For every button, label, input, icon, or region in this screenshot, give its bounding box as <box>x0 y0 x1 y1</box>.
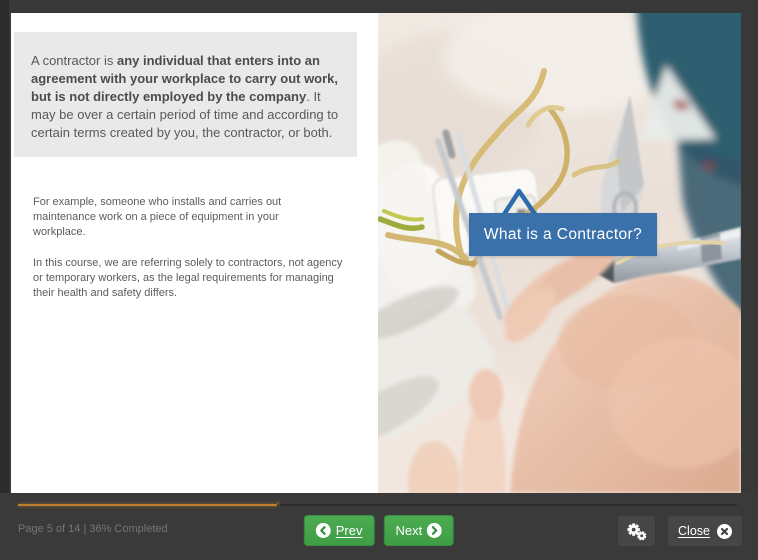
settings-button[interactable] <box>618 516 655 546</box>
prev-button-label: Prev <box>335 523 363 538</box>
arrow-circle-left-icon <box>316 523 331 538</box>
next-button[interactable] <box>384 515 455 546</box>
progress-bar-fill <box>18 504 277 506</box>
footer-bar <box>0 493 758 560</box>
slide-photo-electrician <box>378 13 741 493</box>
example-paragraph: For example, someone who installs and carries out maintenance work on a piece of equipment in your workplace. <box>33 196 282 238</box>
next-button-label: Next <box>395 523 423 538</box>
slide-content <box>11 13 741 493</box>
progress-bar <box>18 504 737 506</box>
intro-text-start: A contractor is <box>31 53 117 68</box>
intro-text-end: . It may be over a certain period of time and according to certain terms created by you, the contractor, or both. <box>31 89 339 140</box>
nav-buttons <box>304 515 454 546</box>
slide-text-column <box>11 13 378 493</box>
course-note-paragraph: In this course, we are referring solely to contractors, not agency or temporary workers, as the legal requirements for managing their health and safety differs. <box>33 257 343 299</box>
close-button-label: Close <box>678 524 710 538</box>
close-button[interactable] <box>668 516 742 546</box>
arrow-circle-right-icon <box>427 523 442 538</box>
cogs-icon <box>626 522 647 541</box>
close-circle-icon <box>717 524 732 539</box>
page-status-text: Page 5 of 14 | 36% Completed <box>18 523 168 535</box>
prev-button[interactable] <box>304 515 375 546</box>
what-is-a-contractor-button[interactable]: What is a Contractor? <box>469 213 657 256</box>
intro-text-bold: any individual that enters into an agreement with your workplace to carry out work, but is not directly employed by the company <box>31 53 339 104</box>
footer-right-buttons <box>618 516 742 546</box>
intro-highlight-box <box>14 32 357 157</box>
